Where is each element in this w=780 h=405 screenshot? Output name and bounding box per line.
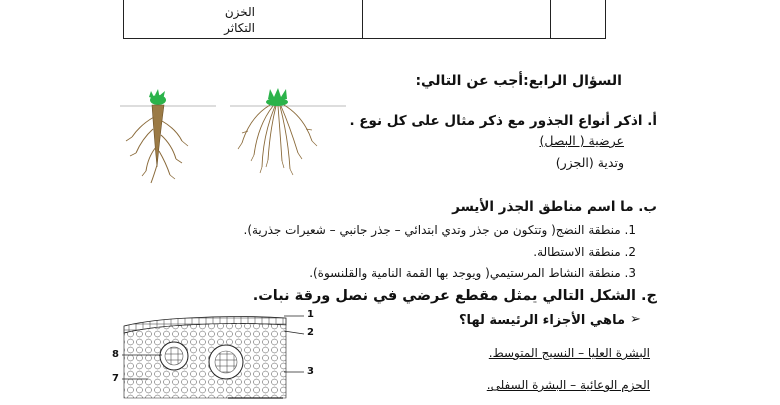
list-item: 2. منطقة الاستطالة.	[533, 245, 636, 259]
taproot-plant	[126, 89, 188, 183]
answer-c-1: البشرة العليا – النسيج المتوسط.	[488, 346, 650, 360]
top-table	[123, 0, 606, 39]
vascular-bundle	[209, 345, 243, 379]
diagram-label-8: 8	[112, 349, 119, 360]
question4-title: السؤال الرابع:أجب عن التالي:	[415, 73, 622, 89]
leaf-cross-section-diagram	[108, 306, 323, 405]
list-item: 1. منطقة النضج( وتتكون من جذر وتدي ابتدائي – جذر جانبي – شعيرات جذرية).	[243, 223, 636, 237]
answer-a-1: عرضية ( البصل)	[539, 133, 624, 148]
question-b: ب. ما اسم مناطق الجذر الأيسر	[452, 199, 657, 215]
answer-c-2: الحزم الوعائية – البشرة السفلى.	[486, 378, 650, 392]
question-a: أ. اذكر أنواع الجذور مع ذكر مثال على كل نوع .	[349, 113, 657, 129]
table-cell-line-2: التكاثر	[224, 21, 255, 35]
diagram-label-2: 2	[307, 327, 314, 338]
question-c: ج. الشكل التالي يمثل مقطع عرضي في نصل ورقة نبات.	[252, 288, 657, 304]
root-types-illustration	[118, 85, 360, 185]
diagram-label-3: 3	[307, 366, 314, 377]
table-cell-line-1: الخزن	[224, 5, 255, 19]
sub-question: ماهي الأجزاء الرئيسة لها؟	[459, 313, 625, 328]
list-item: 3. منطقة النشاط المرستيمي( ويوجد بها القمة النامية والقلنسوة).	[309, 266, 636, 280]
vascular-bundle	[160, 342, 188, 370]
diagram-label-7: 7	[112, 373, 119, 384]
fibrous-root-plant	[238, 88, 317, 175]
answer-a-2: وتدية (الجزر)	[555, 155, 624, 170]
arrow-bullet-icon: ➢	[630, 312, 641, 327]
diagram-label-1: 1	[307, 309, 314, 320]
